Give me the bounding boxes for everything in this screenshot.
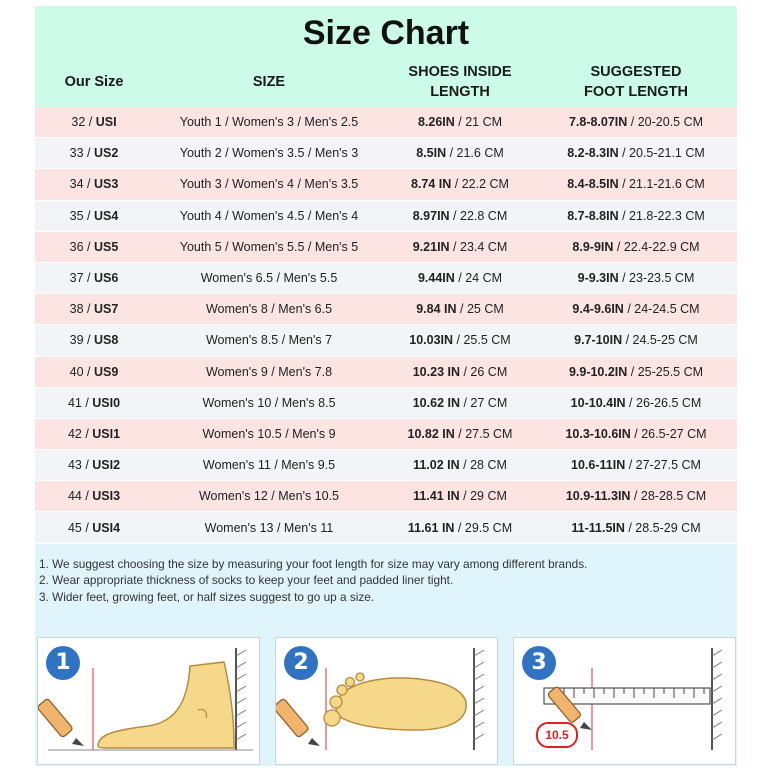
cell-shoes-inside-length (385, 365, 535, 379)
cell-text-in-b: 9.44IN (417, 271, 455, 286)
table-row (35, 294, 737, 325)
cell-text-our-a: 45 (67, 520, 82, 535)
cell-text-in-b: 8.5IN (416, 146, 447, 161)
cell-size (153, 302, 385, 316)
cell-text-our-a: 33 (69, 146, 84, 161)
cell-text-our-b: US5 (94, 239, 119, 254)
cell-text-in-b: 11.61 IN (407, 520, 455, 535)
cell-text-size: Women's 8 / Men's 6.5 (205, 302, 333, 317)
size-chart (35, 6, 737, 766)
col-header-shoes-inside (385, 62, 535, 102)
cell-text-in-b: 11.02 IN (413, 458, 460, 473)
note-3: 3. Wider feet, growing feet, or half sizes suggest to go up a size. (39, 589, 375, 604)
cell-our-size: 40 / US9 (69, 364, 119, 379)
table-row (35, 419, 737, 450)
cell-text-ft-r: / 28-28.5 CM (630, 489, 707, 504)
cell-text-ft-b: 10.6-11IN (571, 458, 626, 473)
cell-text-our-a: 37 (69, 271, 84, 286)
cell-suggested-foot-length (535, 115, 737, 129)
cell-text-ft-b: 9.9-10.2IN (568, 364, 628, 379)
cell-text-size: Youth 4 / Women's 4.5 / Men's 4 (179, 208, 359, 223)
cell-size (153, 458, 385, 472)
table-row (35, 481, 737, 512)
cell-our-size: 35 / US4 (69, 208, 119, 223)
chart-header (35, 6, 737, 107)
cell-text-in-r: / 24 CM (454, 271, 503, 286)
cell-text-in-b: 10.62 IN (412, 395, 460, 410)
cell-shoes-inside-length (385, 458, 535, 472)
step-number-3: 3 (522, 646, 556, 680)
cell-text-our-a: 44 (67, 489, 82, 504)
cell-text-size: Youth 1 / Women's 3 / Men's 2.5 (179, 115, 359, 130)
cell-size (153, 396, 385, 410)
cell-text-in-b: 9.21IN (412, 239, 450, 254)
cell-our-size: 36 / US5 (69, 239, 119, 254)
cell-suggested-foot-length (535, 489, 737, 503)
cell-size (153, 333, 385, 347)
cell-shoes-inside-length (385, 240, 535, 254)
cell-size (153, 271, 385, 285)
cell-suggested-foot-length (535, 146, 737, 160)
cell-text-ft-b: 9-9.3IN (577, 271, 619, 286)
cell-size (153, 240, 385, 254)
cell-text-ft-r: / 28.5-29 CM (624, 520, 701, 535)
cell-our-size: 34 / US3 (69, 177, 119, 192)
cell-text-ft-b: 10.9-11.3IN (565, 489, 631, 504)
cell-text-in-b: 10.82 IN (407, 426, 455, 441)
cell-text-ft-r: / 21.1-21.6 CM (618, 177, 705, 192)
cell-text-in-b: 8.26IN (417, 115, 455, 130)
cell-suggested-foot-length (535, 209, 737, 223)
size-table-body (35, 107, 737, 544)
cell-text-ft-r: / 26-26.5 CM (625, 395, 702, 410)
cell-text-size: Women's 11 / Men's 9.5 (202, 458, 336, 473)
cell-text-in-b: 8.74 IN (411, 177, 452, 192)
cell-text-our-a: 36 (69, 239, 84, 254)
cell-shoes-inside-length (385, 177, 535, 191)
cell-text-in-r: / 26 CM (460, 364, 508, 379)
cell-text-our-a: 43 (67, 458, 82, 473)
cell-text-in-r: / 21 CM (454, 115, 503, 130)
table-row (35, 263, 737, 294)
cell-shoes-inside-length (385, 302, 535, 316)
cell-text-ft-r: / 24-24.5 CM (623, 302, 700, 317)
cell-size (153, 489, 385, 503)
measurement-badge: 10.5 (536, 722, 578, 748)
cell-text-in-r: / 27 CM (460, 395, 508, 410)
cell-text-our-a: 32 (71, 115, 86, 130)
cell-text-ft-b: 8.2-8.3IN (567, 146, 619, 161)
cell-text-in-r: / 22.2 CM (451, 177, 509, 192)
cell-text-ft-r: / 22.4-22.9 CM (613, 239, 700, 254)
cell-text-our-a: 38 (69, 302, 84, 317)
cell-text-in-r: / 29 CM (459, 489, 507, 504)
cell-text-our-b: US2 (94, 146, 119, 161)
cell-size (153, 427, 385, 441)
cell-shoes-inside-length (385, 271, 535, 285)
cell-shoes-inside-length (385, 115, 535, 129)
cell-text-ft-r: / 27-27.5 CM (625, 458, 701, 473)
cell-text-size: Youth 3 / Women's 4 / Men's 3.5 (179, 177, 359, 192)
cell-suggested-foot-length (535, 458, 737, 472)
cell-text-our-a: 42 (67, 426, 82, 441)
cell-text-ft-b: 9.4-9.6IN (572, 302, 624, 317)
cell-text-our-b: USI3 (92, 489, 121, 504)
cell-text-size: Women's 8.5 / Men's 7 (205, 333, 333, 348)
cell-text-size: Women's 10 / Men's 8.5 (202, 395, 336, 410)
cell-text-our-b: USI1 (92, 426, 121, 441)
table-row (35, 169, 737, 200)
cell-text-our-b: US4 (94, 208, 119, 223)
cell-text-in-b: 10.23 IN (412, 364, 460, 379)
cell-text-in-r: / 27.5 CM (454, 426, 513, 441)
cell-text-ft-r: / 25-25.5 CM (627, 364, 704, 379)
cell-text-size: Women's 12 / Men's 10.5 (198, 489, 340, 504)
cell-text-in-r: / 29.5 CM (454, 520, 513, 535)
cell-shoes-inside-length (385, 146, 535, 160)
cell-text-in-r: / 25.5 CM (453, 333, 511, 348)
table-row (35, 512, 737, 543)
cell-shoes-inside-length (385, 396, 535, 410)
cell-our-size: 43 / USI2 (67, 458, 121, 473)
pencil-icon (38, 698, 84, 746)
cell-text-our-a: 40 (69, 364, 84, 379)
cell-text-our-b: US8 (94, 333, 119, 348)
note-1: 1. We suggest choosing the size by measuring your foot length for size may vary among different brands. (39, 556, 588, 571)
cell-our-size: 37 / US6 (69, 271, 119, 286)
cell-text-ft-r: / 20.5-21.1 CM (618, 146, 705, 161)
cell-text-in-b: 10.03IN (409, 333, 454, 348)
cell-text-our-a: 35 (69, 208, 84, 223)
note-2: 2. Wear appropriate thickness of socks to keep your feet and padded liner tight. (39, 573, 454, 588)
table-row (35, 138, 737, 169)
cell-text-our-b: USI (95, 115, 117, 130)
cell-text-size: Youth 5 / Women's 5.5 / Men's 5 (179, 239, 359, 254)
cell-text-size: Youth 2 / Women's 3.5 / Men's 3 (179, 146, 359, 161)
cell-suggested-foot-length (535, 333, 737, 347)
cell-our-size: 38 / US7 (69, 302, 119, 317)
cell-text-in-b: 11.41 IN (413, 489, 460, 504)
cell-text-our-a: 39 (69, 333, 84, 348)
measure-guide (35, 630, 737, 766)
step-panel-2 (275, 637, 498, 765)
cell-shoes-inside-length (385, 521, 535, 535)
cell-text-our-b: US6 (94, 271, 119, 286)
col-header-suggested-line1: SUGGESTED (590, 64, 682, 80)
cell-text-ft-b: 10.3-10.6IN (565, 426, 631, 441)
cell-size (153, 365, 385, 379)
cell-our-size: 45 / USI4 (67, 520, 121, 535)
cell-suggested-foot-length (535, 271, 737, 285)
cell-shoes-inside-length (385, 427, 535, 441)
table-row (35, 232, 737, 263)
pencil-icon (276, 698, 320, 746)
cell-text-ft-r: / 21.8-22.3 CM (618, 208, 705, 223)
cell-text-in-r: / 28 CM (459, 458, 507, 473)
cell-shoes-inside-length (385, 489, 535, 503)
cell-text-ft-r: / 26.5-27 CM (630, 426, 707, 441)
table-row (35, 107, 737, 138)
cell-text-size: Women's 13 / Men's 11 (204, 520, 334, 535)
table-row (35, 388, 737, 419)
cell-text-ft-r: / 23-23.5 CM (618, 271, 695, 286)
cell-text-in-r: / 21.6 CM (446, 146, 504, 161)
table-row (35, 201, 737, 232)
cell-text-in-r: / 23.4 CM (449, 239, 508, 254)
cell-text-ft-b: 7.8-8.07IN (568, 115, 628, 130)
cell-text-our-b: USI2 (92, 458, 121, 473)
cell-text-ft-b: 9.7-10IN (574, 333, 623, 348)
cell-text-our-b: US3 (94, 177, 119, 192)
cell-text-our-b: USI4 (92, 520, 121, 535)
cell-suggested-foot-length (535, 365, 737, 379)
cell-text-our-b: US9 (94, 364, 119, 379)
notes-section (35, 544, 737, 630)
cell-text-ft-b: 8.7-8.8IN (567, 208, 619, 223)
cell-text-in-r: / 25 CM (456, 302, 504, 317)
cell-text-size: Women's 10.5 / Men's 9 (202, 426, 336, 441)
col-header-our-size: Our Size (64, 74, 124, 90)
chart-title: Size Chart (302, 14, 470, 52)
col-header-suggested-line2: FOOT LENGTH (584, 84, 688, 100)
cell-suggested-foot-length (535, 427, 737, 441)
table-row (35, 357, 737, 388)
cell-text-in-r: / 22.8 CM (449, 208, 508, 223)
col-header-shoes-inside-line2: LENGTH (430, 84, 490, 100)
cell-our-size: 32 / USI (71, 115, 117, 130)
cell-suggested-foot-length (535, 521, 737, 535)
cell-our-size: 41 / USI0 (67, 395, 121, 410)
cell-text-in-b: 9.84 IN (416, 302, 457, 317)
cell-text-our-a: 34 (69, 177, 84, 192)
cell-size (153, 146, 385, 160)
step-panel-1 (37, 637, 260, 765)
cell-text-ft-b: 8.9-9IN (572, 239, 614, 254)
cell-text-our-b: US7 (94, 302, 119, 317)
cell-text-our-a: 41 (67, 395, 82, 410)
cell-text-ft-b: 10-10.4IN (570, 395, 626, 410)
cell-our-size: 42 / USI1 (67, 426, 121, 441)
table-row (35, 325, 737, 356)
cell-text-our-b: USI0 (92, 395, 121, 410)
table-row (35, 450, 737, 481)
cell-shoes-inside-length (385, 333, 535, 347)
cell-size (153, 115, 385, 129)
cell-shoes-inside-length (385, 209, 535, 223)
col-header-shoes-inside-line1: SHOES INSIDE (408, 64, 512, 80)
cell-text-ft-r: / 24.5-25 CM (622, 333, 698, 348)
cell-text-ft-r: / 20-20.5 CM (627, 115, 704, 130)
cell-suggested-foot-length (535, 302, 737, 316)
cell-text-size: Women's 6.5 / Men's 5.5 (200, 271, 338, 286)
cell-size (153, 177, 385, 191)
cell-text-size: Women's 9 / Men's 7.8 (205, 364, 333, 379)
cell-our-size: 33 / US2 (69, 146, 119, 161)
col-header-suggested (535, 62, 737, 102)
col-header-size: SIZE (252, 74, 286, 90)
cell-text-in-b: 8.97IN (412, 208, 450, 223)
cell-our-size: 44 / USI3 (67, 489, 121, 504)
cell-suggested-foot-length (535, 396, 737, 410)
step-panel-3 (513, 637, 736, 765)
step-number-1: 1 (46, 646, 80, 680)
cell-our-size: 39 / US8 (69, 333, 119, 348)
cell-suggested-foot-length (535, 240, 737, 254)
cell-size (153, 209, 385, 223)
cell-suggested-foot-length (535, 177, 737, 191)
cell-text-ft-b: 8.4-8.5IN (567, 177, 619, 192)
cell-size (153, 521, 385, 535)
step-number-2: 2 (284, 646, 318, 680)
cell-text-ft-b: 11-11.5IN (571, 520, 625, 535)
